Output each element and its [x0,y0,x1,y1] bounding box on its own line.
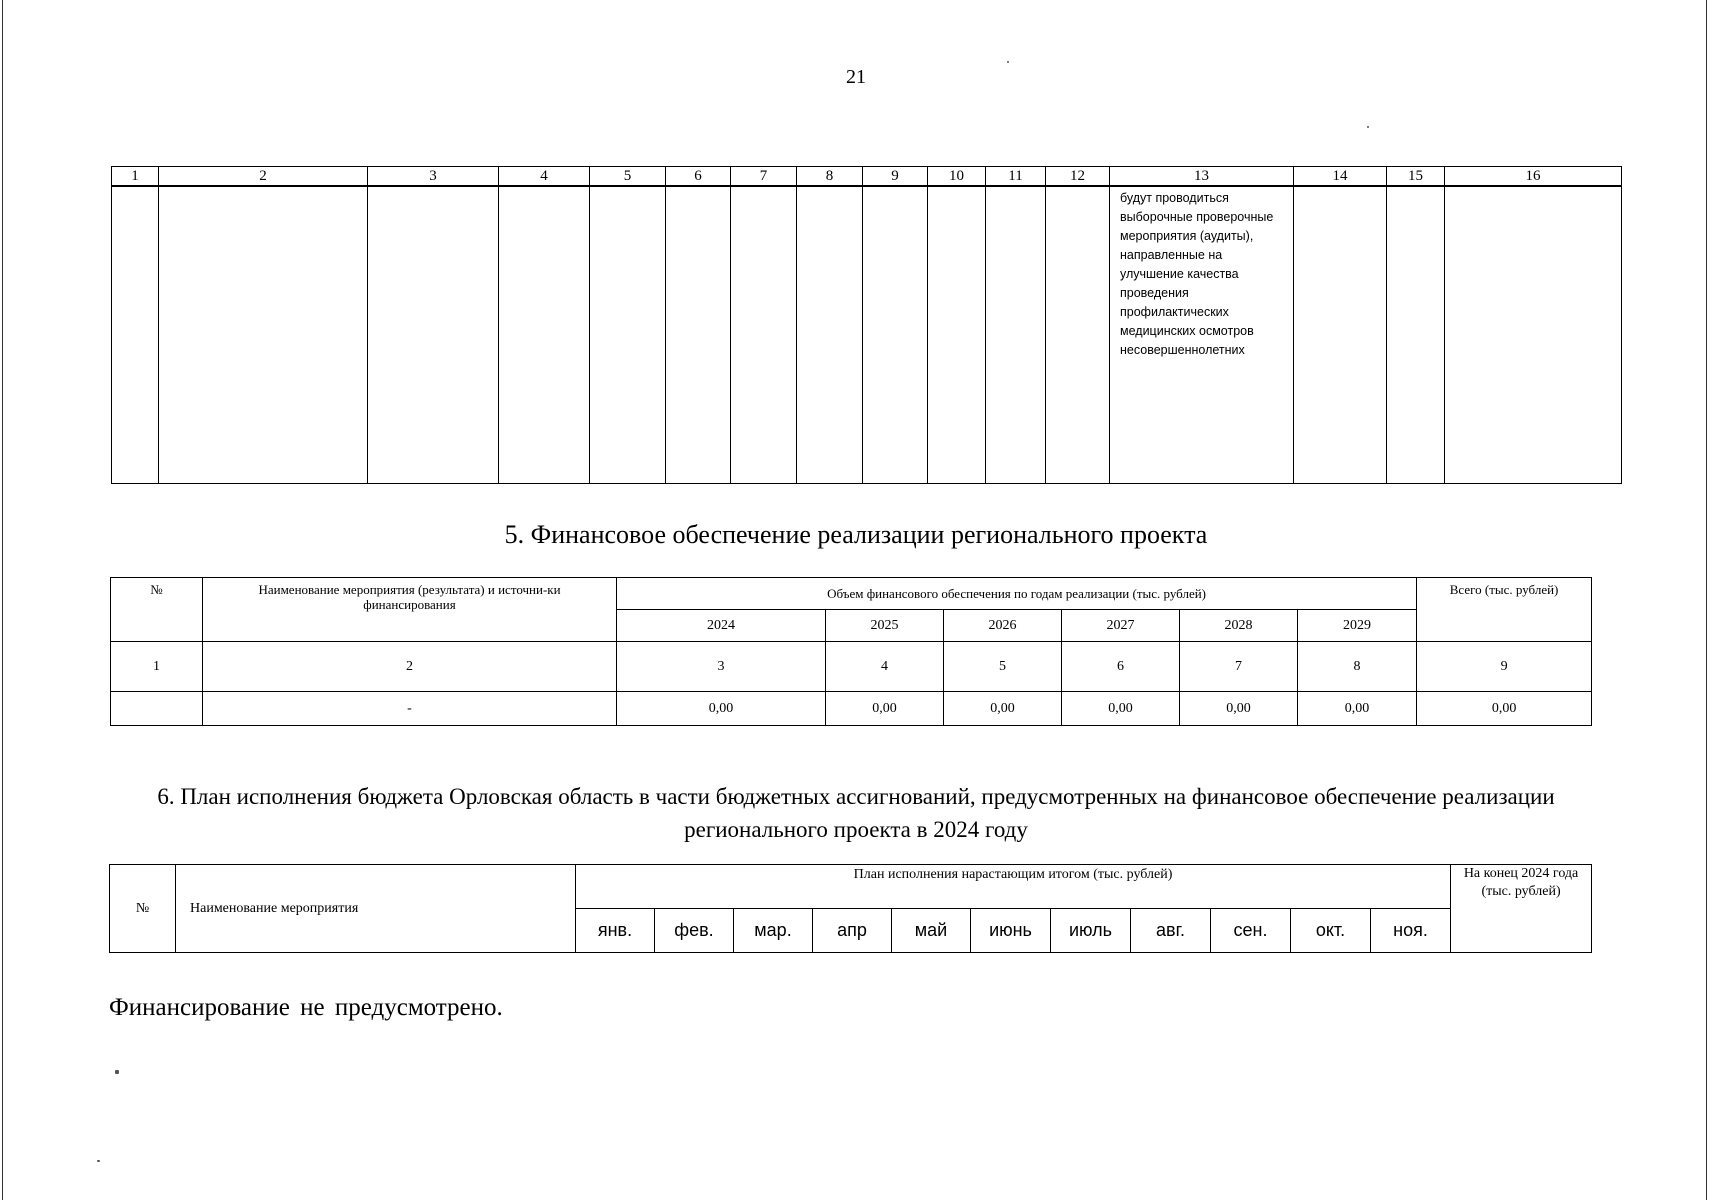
section-6-title [0,780,1712,846]
scan-speck [115,1070,119,1074]
year-header: 2026 [944,610,1062,642]
section-6-title-text: 6. План исполнения бюджета Орловская область в части бюджетных ассигнований, предусмотренных на финансовое обеспечение реализации регионального проекта в 2024 году [157,784,1555,842]
col-header: 9 [863,167,928,187]
table-cell [159,186,368,484]
scan-speck [1367,126,1369,128]
col-header: 8 [797,167,863,187]
col-header-number: № [110,865,176,953]
table-cell: 8 [1298,642,1417,692]
table-cell: 0,00 [1417,692,1592,726]
table-cell [731,186,797,484]
col-header-name: Наименование мероприятия (результата) и источни-ки финансирования [203,578,617,642]
table-cell: 3 [617,642,826,692]
month-header: июнь [971,909,1051,953]
activity-table [111,166,1622,484]
page-edge-left [2,0,3,1200]
table-cell: 9 [1417,642,1592,692]
financing-table [110,577,1592,726]
table-cell: 0,00 [1062,692,1180,726]
month-header: фев. [655,909,734,953]
col-header-plan: План исполнения нарастающим итогом (тыс. рублей) [576,865,1451,909]
col-header: 1 [112,167,159,187]
month-header: окт. [1291,909,1371,953]
table-cell [666,186,731,484]
table-row [112,186,1622,484]
table-cell [928,186,986,484]
table-cell [499,186,590,484]
table-cell: 0,00 [1298,692,1417,726]
col-header: 3 [368,167,499,187]
table-cell [368,186,499,484]
col-header: 7 [731,167,797,187]
col-header: 16 [1445,167,1622,187]
scan-speck [97,1160,100,1162]
year-header: 2024 [617,610,826,642]
table-cell: 0,00 [826,692,944,726]
page-number: 21 [846,66,866,88]
table-cell: 1 [111,642,203,692]
col-header: 14 [1294,167,1387,187]
col-header-name: Наименование мероприятия [176,865,576,953]
month-header: ноя. [1371,909,1451,953]
table-cell [986,186,1046,484]
table-cell: 5 [944,642,1062,692]
month-header: авг. [1131,909,1211,953]
month-header: апр [813,909,892,953]
col-header: 6 [666,167,731,187]
col-header: 4 [499,167,590,187]
activity-description-text: будут проводиться выборочные проверочные мероприятия (аудиты), направленные на улучшение качества проведения профилактических медицинских осмотров несовершеннолетних [1120,191,1274,357]
col-header: 2 [159,167,368,187]
month-header: сен. [1211,909,1291,953]
col-header-volume: Объем финансового обеспечения по годам реализации (тыс. рублей) [617,578,1417,610]
col-header-total: Всего (тыс. рублей) [1417,578,1592,642]
table-cell: 4 [826,642,944,692]
table-cell: - [203,692,617,726]
table-cell [1046,186,1110,484]
table-cell: 7 [1180,642,1298,692]
table-header-row [110,865,1592,909]
col-header: 13 [1110,167,1294,187]
month-header: июль [1051,909,1131,953]
page-edge-right [1706,0,1707,1200]
table-row [111,642,1592,692]
table-header-row [112,167,1622,187]
table-cell: 6 [1062,642,1180,692]
year-header: 2025 [826,610,944,642]
scan-speck [1007,61,1009,63]
table-cell [590,186,666,484]
table-cell [1445,186,1622,484]
month-header: мар. [734,909,813,953]
month-header: май [892,909,971,953]
year-header: 2028 [1180,610,1298,642]
table-cell: 0,00 [944,692,1062,726]
col-header-end-of-year: На конец 2024 года (тыс. рублей) [1451,865,1592,953]
table-cell [112,186,159,484]
budget-plan-table [109,864,1592,953]
table-cell [1387,186,1445,484]
section-5-title: 5. Финансовое обеспечение реализации регионального проекта [504,520,1208,549]
table-cell: 0,00 [617,692,826,726]
financing-note: Финансирование не предусмотрено. [109,994,503,1021]
year-header: 2027 [1062,610,1180,642]
table-cell [797,186,863,484]
table-cell [1294,186,1387,484]
table-header-row [111,578,1592,610]
year-header: 2029 [1298,610,1417,642]
col-header: 5 [590,167,666,187]
table-cell [111,692,203,726]
table-cell: 0,00 [1180,692,1298,726]
table-cell: 2 [203,642,617,692]
col-header: 11 [986,167,1046,187]
col-header-number: № [111,578,203,642]
table-cell [863,186,928,484]
col-header: 12 [1046,167,1110,187]
table-cell-activity-description [1110,186,1294,484]
col-header: 10 [928,167,986,187]
table-row [111,692,1592,726]
month-header: янв. [576,909,655,953]
col-header: 15 [1387,167,1445,187]
